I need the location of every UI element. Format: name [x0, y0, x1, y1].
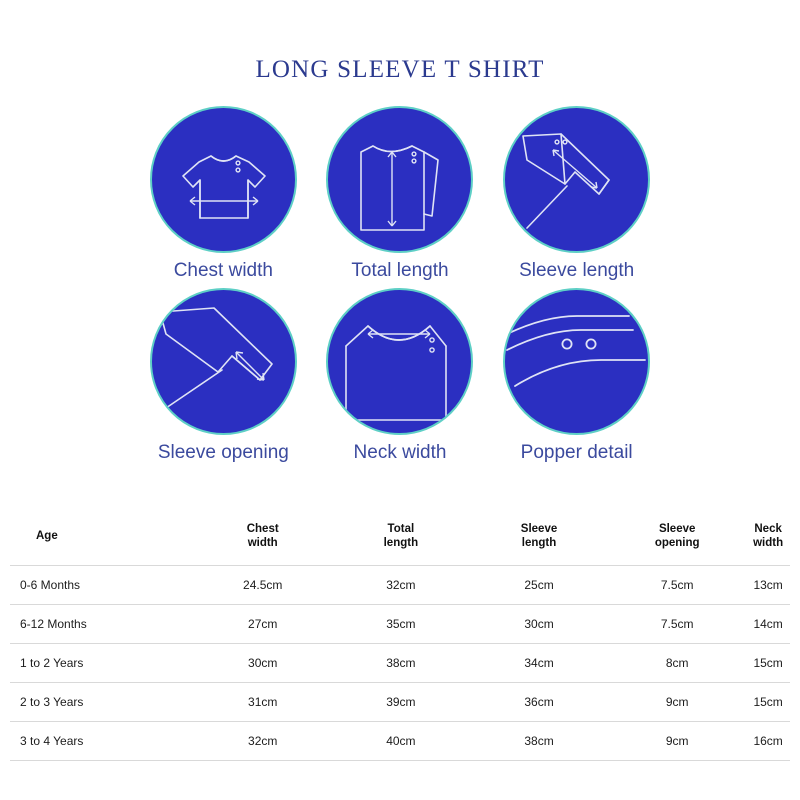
cell-sleeve-length: 30cm [470, 604, 608, 643]
cell-age: 1 to 2 Years [10, 643, 194, 682]
cell-neck-width: 16cm [746, 721, 790, 760]
size-table [10, 512, 790, 761]
table-row [10, 604, 790, 643]
icon-label-sleeve-length: Sleeve length [519, 260, 635, 281]
cell-sleeve-opening: 7.5cm [608, 565, 746, 604]
cell-chest-width: 27cm [194, 604, 332, 643]
col-header-sleeve-length-line2: length [521, 537, 557, 550]
cell-age: 6-12 Months [10, 604, 194, 643]
icon-label-sleeve-opening: Sleeve opening [157, 441, 289, 463]
col-header-total-length-line1: Total [387, 523, 415, 535]
col-header-neck-width-line2: width [753, 537, 784, 550]
cell-sleeve-opening: 7.5cm [608, 604, 746, 643]
cell-total-length: 32cm [332, 565, 470, 604]
col-header-sleeve-opening-line1: Sleeve [658, 523, 696, 535]
tshirt-sleeve-length-icon [503, 106, 650, 253]
table-header-row [10, 512, 790, 565]
cell-sleeve-opening: 8cm [608, 643, 746, 682]
cell-sleeve-opening: 9cm [608, 721, 746, 760]
cell-age: 2 to 3 Years [10, 682, 194, 721]
tshirt-total-length-icon [326, 106, 473, 253]
cell-neck-width: 14cm [746, 604, 790, 643]
cell-total-length: 40cm [332, 721, 470, 760]
cell-sleeve-opening: 9cm [608, 682, 746, 721]
measurement-icon-grid [135, 106, 665, 463]
cell-chest-width: 30cm [194, 643, 332, 682]
cell-age: 0-6 Months [10, 565, 194, 604]
icon-label-popper-detail: Popper detail [520, 441, 633, 463]
col-header-total-length-line2: length [383, 537, 419, 550]
col-header-sleeve-opening-line2: opening [654, 537, 700, 550]
col-header-total-length [332, 512, 470, 565]
cell-total-length: 35cm [332, 604, 470, 643]
col-header-chest-width [194, 512, 332, 565]
page-title: LONG SLEEVE T SHIRT [255, 56, 545, 83]
table-row [10, 682, 790, 721]
tshirt-neck-width-icon [326, 288, 473, 435]
cell-age: 3 to 4 Years [10, 721, 194, 760]
cell-sleeve-length: 38cm [470, 721, 608, 760]
table-row [10, 721, 790, 760]
cell-chest-width: 24.5cm [194, 565, 332, 604]
size-table-head [10, 512, 790, 565]
cell-sleeve-length: 34cm [470, 643, 608, 682]
cell-sleeve-length: 36cm [470, 682, 608, 721]
cell-neck-width: 13cm [746, 565, 790, 604]
col-header-neck-width [746, 512, 790, 565]
icon-label-neck-width: Neck width [353, 441, 447, 463]
icon-cell-sleeve-opening [135, 288, 312, 464]
icon-label-total-length: Total length [351, 260, 449, 281]
cell-chest-width: 31cm [194, 682, 332, 721]
tshirt-chest-width-icon [150, 106, 297, 253]
cell-neck-width: 15cm [746, 643, 790, 682]
size-table-body [10, 565, 790, 760]
col-header-sleeve-opening [608, 512, 746, 565]
cell-chest-width: 32cm [194, 721, 332, 760]
col-header-chest-width-line1: Chest [246, 523, 279, 535]
tshirt-popper-detail-icon [503, 288, 650, 435]
size-table-wrapper [0, 512, 800, 761]
icon-cell-sleeve-length [488, 106, 665, 282]
col-header-chest-width-line2: width [247, 537, 278, 550]
col-header-sleeve-length [470, 512, 608, 565]
table-row [10, 565, 790, 604]
tshirt-sleeve-opening-icon [150, 288, 297, 435]
icon-label-chest-width: Chest width [173, 260, 273, 281]
col-header-age: Age [36, 530, 58, 543]
col-header-neck-width-line1: Neck [754, 523, 782, 535]
icon-cell-popper-detail [488, 288, 665, 464]
cell-total-length: 39cm [332, 682, 470, 721]
cell-sleeve-length: 25cm [470, 565, 608, 604]
col-header-sleeve-length-line1: Sleeve [520, 523, 558, 535]
icon-cell-chest-width [135, 106, 312, 282]
table-row [10, 643, 790, 682]
cell-total-length: 38cm [332, 643, 470, 682]
icon-cell-neck-width [312, 288, 489, 464]
cell-neck-width: 15cm [746, 682, 790, 721]
icon-cell-total-length [312, 106, 489, 282]
